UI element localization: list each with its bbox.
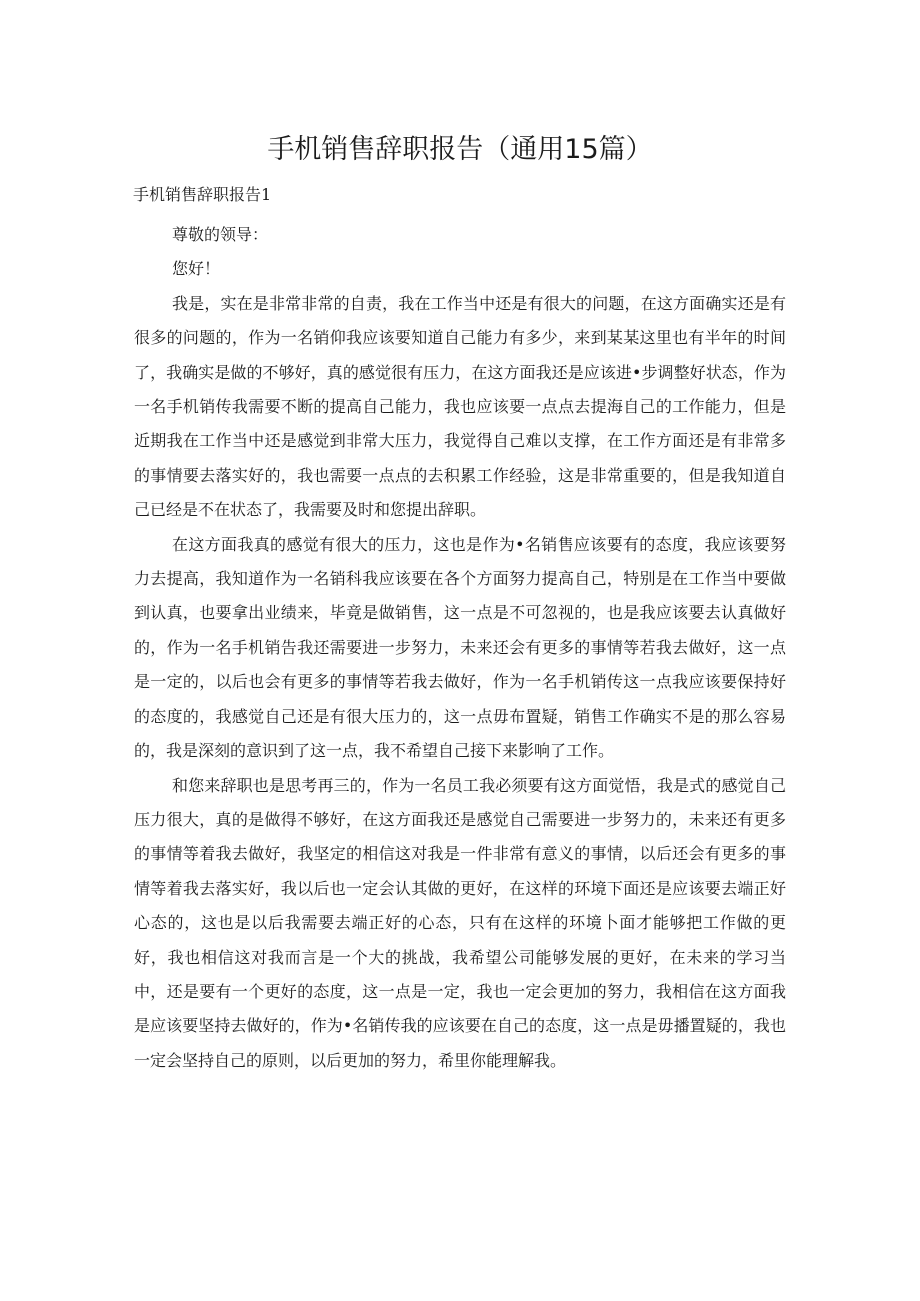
letter-body — [134, 218, 786, 1078]
paragraph: 和您来辞职也是思考再三的，作为一名员工我必须要有这方面觉悟，我是式的感觉自己压力很大，真的是做得不够好，在这方面我还是感觉自己需要进一步努力的，未来还有更多的事情等着我去做好，我坚定的相信这对我是一件非常有意义的事情，以后还会有更多的事情等着我去落实好，我以后也一定会认其做的更好，在这样的环境下面还是应该要去端正好心态的，这也是以后我需要去端正好的心态，只有在这样的环境卜面才能够把工作做的更好，我也相信这对我而言是一个大的挑战，我希望公司能够发展的更好，在未来的学习当中，还是要有一个更好的态度，这一点是一定，我也一定会更加的努力，我相信在这方面我是应该要坚持去做好的，作为•名销传我的应该要在自己的态度，这一点是毋播置疑的，我也一定会坚持自己的原则，以后更加的努力，希里你能理解我。 — [134, 775, 786, 1070]
document-title: 手机销售辞职报告（通用15篇） — [267, 134, 653, 165]
greeting: 您好！ — [172, 259, 221, 279]
section-heading: 手机销售辞职报告1 — [133, 185, 272, 204]
paragraph: 我是，实在是非常非常的自责，我在工作当中还是有很大的问题，在这方面确实还是有很多的问题的，作为一名销仰我应该要知道自己能力有多少，来到某某这里也有半年的时间了，我确实是做的不够好，真的感觉很有压力，在这方面我还是应该进•步调整好状态，作为一名手机销传我需要不断的提高自己能力，我也应该要一点点去提海自己的工作能力，但是近期我在工作当中还是感觉到非常大压力，我觉得自己难以支撑，在工作方面还是有非常多的事情要去落实好的，我也需要一点点的去积累工作经验，这是非常重要的，但是我知道自己已经是不在状态了，我需要及时和您提出辞职。 — [134, 293, 786, 520]
salutation: 尊敬的领导： — [172, 225, 269, 244]
paragraph: 在这方面我真的感觉有很大的压力，这也是作为•名销售应该要有的态度，我应该要努力去提高，我知道作为一名销科我应该要在各个方面努力提高自己，特别是在工作当中要做到认真，也要拿出业绩来，毕竟是做销售，这一点是不可忽视的，也是我应该要去认真做好的，作为一名手机销告我还需要进一步努力，未来还会有更多的事情等若我去做好，这一点是一定的，以后也会有更多的事情等若我去做好，作为一名手机销传这一点我应该要保持好的态度的，我感觉自己还是有很大压力的，这一点毋布置疑，销售工作确实不是的那么容易的，我是深刻的意识到了这一点，我不希望自己接下来影响了工作。 — [134, 534, 786, 761]
